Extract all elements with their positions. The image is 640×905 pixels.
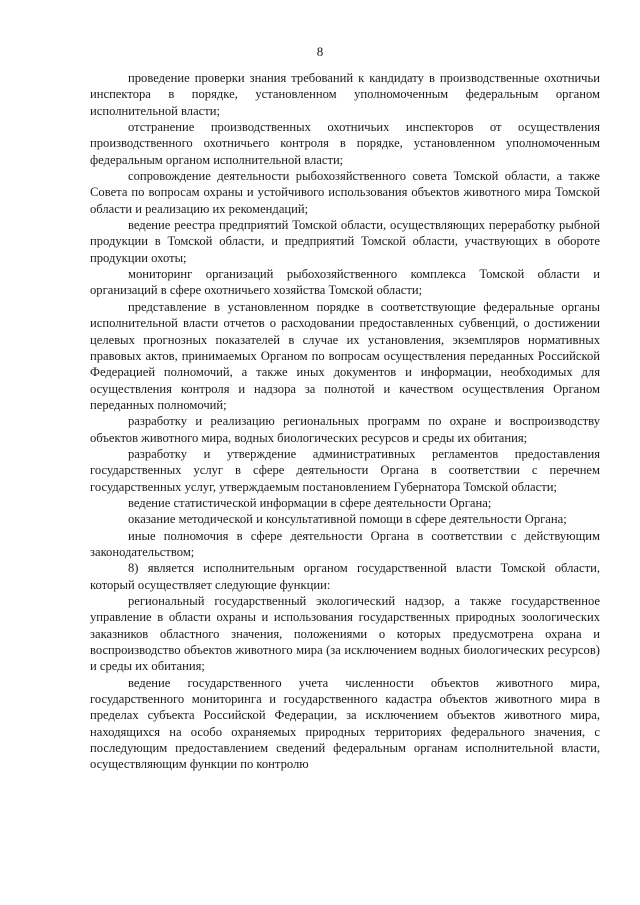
- paragraph-organization-monitoring: мониторинг организаций рыбохозяйственного комплекса Томской области и организаций в сфере охотничьего хозяйства Томской области;: [90, 267, 600, 298]
- paragraph-inspector-removal: отстранение производственных охотничьих инспекторов от осуществления производственного охотничьего контроля в порядке, установленном уполномоченным федеральным органом исполнительной власти;: [90, 120, 600, 167]
- paragraph-other-powers: иные полномочия в сфере деятельности Органа в соответствии с действующим законодательством;: [90, 528, 600, 559]
- page-number: 8: [316, 44, 324, 59]
- paragraph-statistics: ведение статистической информации в сфере деятельности Органа;: [128, 495, 492, 510]
- paragraph-administrative-regulations: разработку и утверждение административных регламентов предоставления государственных услуг в сфере деятельности Органа в соответствии с перечнем государственных услуг, утверждаемым постановлением Губернатора Томской области;: [90, 446, 600, 494]
- paragraph-enterprise-registry: ведение реестра предприятий Томской области, осуществляющих переработку рыбной продукции в Томской области, и предприятий Томской области, участвующих в обороте продукции охоты;: [90, 218, 600, 265]
- paragraph-item-8-functions: 8) является исполнительным органом государственной власти Томской области, который осуществляет следующие функции:: [90, 561, 600, 592]
- paragraph-ecological-supervision: региональный государственный экологический надзор, а также государственное управление в области охраны и использования государственных природных зоологических заказников областного значения, положениями о которых предусмотрена охрана и воспроизводство объектов животного мира (за исключением водных биологических ресурсов) и среды их обитания;: [90, 594, 600, 674]
- body-text: [90, 70, 600, 773]
- paragraph-reporting: представление в установленном порядке в соответствующие федеральные органы исполнительной власти отчетов о расходовании предоставленных субвенций, о достижении целевых прогнозных показателей в случае их установления, экземпляров нормативных правовых актов, принимаемых Органом по вопросам осуществления переданных Российской Федерацией полномочий, а также иных документов и информации, необходимых для осуществления контроля и надзора за полнотой и качеством осуществления Органом переданных полномочий;: [90, 299, 600, 412]
- paragraph-inspector-knowledge-check: проведение проверки знания требований к кандидату в производственные охотничьи инспектора в порядке, установленном уполномоченным федеральным органом исполнительной власти;: [90, 71, 600, 118]
- paragraph-fishery-council-support: сопровождение деятельности рыбохозяйственного совета Томской области, а также Совета по вопросам охраны и устойчивого использования объектов животного мира Томской области и реализацию их рекомендаций;: [90, 169, 600, 216]
- paragraph-wildlife-accounting: ведение государственного учета численности объектов животного мира, государственного мониторинга и государственного кадастра объектов животного мира в пределах субъекта Российской Федерации, за исключением объектов животного мира, находящихся на особо охраняемых природных территориях федерального значения, с последующим предоставлением сведений федеральным органам исполнительной власти, осуществляющим функции по контролю: [90, 675, 600, 772]
- paragraph-regional-programs: разработку и реализацию региональных программ по охране и воспроизводству объектов животного мира, водных биологических ресурсов и среды их обитания;: [90, 414, 600, 445]
- paragraph-methodical-assistance: оказание методической и консультативной помощи в сфере деятельности Органа;: [128, 512, 567, 527]
